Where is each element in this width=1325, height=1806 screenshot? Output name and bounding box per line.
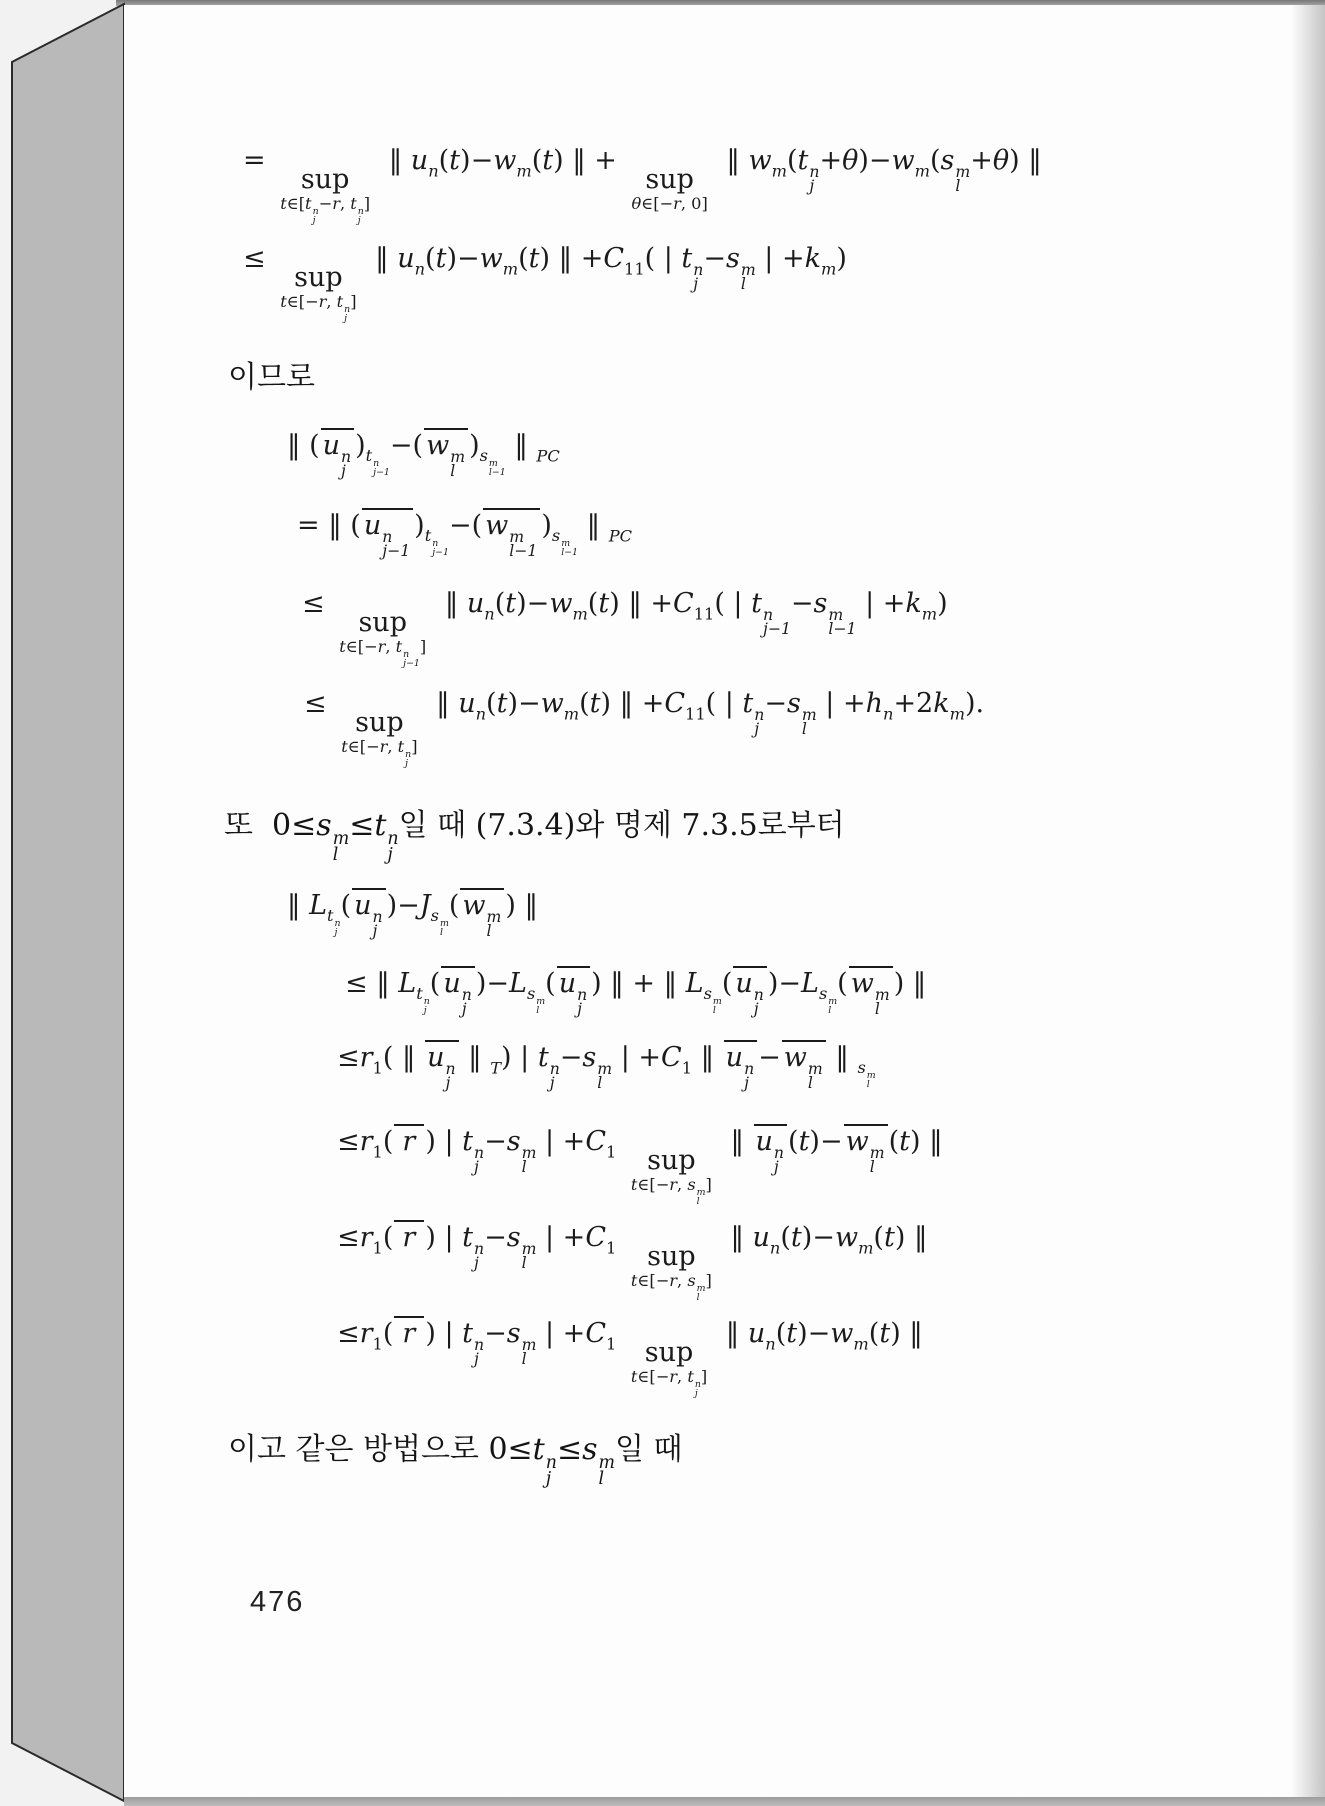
paragraph-same-method: 이고 같은 방법으로 0≤t n j ≤s m l 일 때: [228, 1432, 683, 1489]
equation-c6: $\le r_1$( r ) | t n j −s m l | $+C_1$ sup t∈[−r, t n j ] ‖ $u_n(t)-w_m(t)$ ‖: [337, 1318, 923, 1399]
equation-c5: $\le r_1$( r ) | t n j −s m l | $+C_1$ sup t∈[−r, s m l ] ‖ $u_n(t)-w_m(t)$ ‖: [337, 1222, 928, 1303]
page-bottom-edge: [124, 1797, 1325, 1806]
equation-c2: ≤ ‖ $L_{t n j}$ ( u n j )$-L_{s m l}$ ( u n j ) ‖ + ‖ $L_{s m l}$ ( u n j )$-L_{s m l}$ ( w m l ) ‖: [345, 968, 927, 1019]
equation-c1: ‖ $L_{t n j}$ ( u n j )$-J_{s m l}$ ( w m l ) ‖: [287, 890, 538, 941]
page-number: 476: [250, 1586, 305, 1618]
equation-b4: ≤ sup t∈[−r, t n j ] ‖ $u_n(t)-w_m(t)$ ‖ $+C_{11}$( | t n j −s m l | $+h_n+2k_m$).: [304, 688, 985, 769]
equation-b1: ‖ ( u n j )$_{t n j-1}$ −( w m l )$_{s m l-1}$ ‖ $_{PC}$: [287, 430, 560, 481]
equation-c3: $\le r_1$( ‖ u n j ‖ $_T$) | t n j −s m l | $+C_1$ ‖ u n j − w m l ‖ $_{s m l}$: [337, 1042, 876, 1093]
equation-b2: = ‖ ( u n j−1 )$_{t n j-1}$ −( w m l−1 )$_{s m l-1}$ ‖ $_{PC}$: [297, 510, 632, 561]
paragraph-condition: 또 0≤s m l ≤t n j 일 때 (7.3.4)와 명제 7.3.5로부터: [224, 808, 845, 865]
equation-b3: ≤ sup t∈[−r, t n j−1 ] ‖ $u_n(t)-w_m(t)$ ‖ $+C_{11}$( | t n j−1 −s m l−1 | $+k_m$): [302, 588, 948, 669]
equation-a1: = sup t∈[t n j −r, t n j ] ‖ $u_n(t)-w_m(t)$ ‖ + sup θ∈[−r, 0] ‖ $w_m(t$ n j $+\theta)-w_m(s$ m l +θ) ‖: [243, 145, 1042, 226]
equation-a2: ≤ sup t∈[−r, t n j ] ‖ $u_n(t)-w_m(t)$ ‖ $+C_{11}$( | t n j −s m l | $+k_m$): [243, 243, 847, 324]
equation-c4: $\le r_1$( r ) | t n j −s m l | $+C_1$ sup t∈[−r, s m l ] ‖ u n j (t)− w m l (t) ‖: [337, 1126, 943, 1207]
paragraph-therefore: 이므로: [228, 360, 315, 395]
